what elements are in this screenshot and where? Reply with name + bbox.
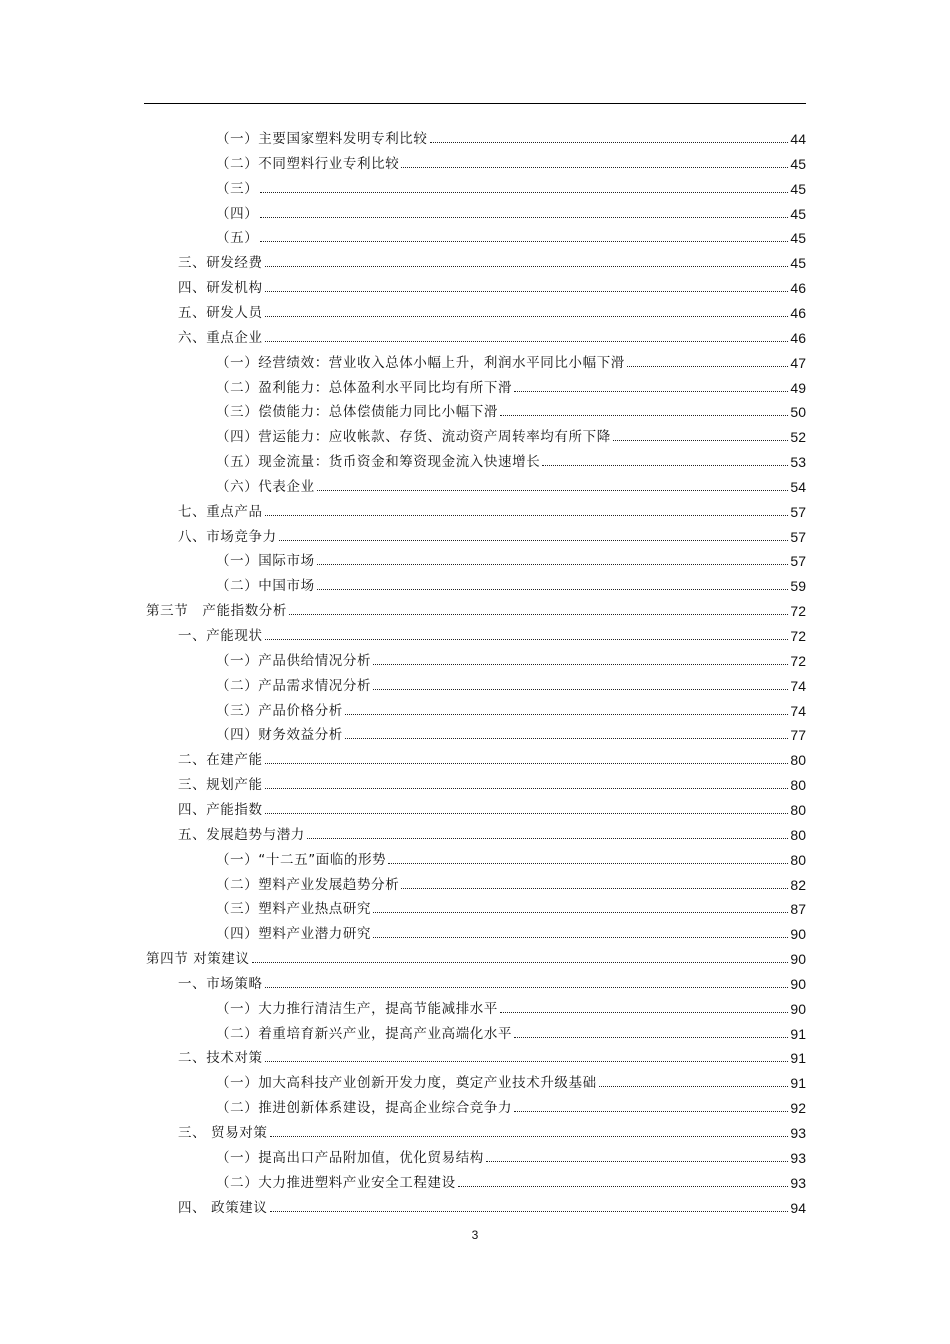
toc-entry-page: 74	[790, 702, 806, 719]
toc-entry-label: （二）中国市场	[216, 578, 315, 595]
dot-leader	[613, 440, 789, 441]
dot-leader	[265, 341, 789, 342]
toc-entry[interactable]	[216, 1068, 806, 1092]
dot-leader	[260, 217, 788, 218]
toc-entry[interactable]	[178, 1193, 806, 1217]
dot-leader	[401, 167, 788, 168]
toc-entry-label: （一）提高出口产品附加值，优化贸易结构	[216, 1149, 484, 1166]
toc-entry[interactable]	[216, 671, 806, 695]
toc-entry-page: 44	[790, 131, 806, 147]
toc-entry-page: 80	[790, 752, 806, 769]
toc-entry-label: （四）财务效益分析	[216, 727, 343, 744]
toc-entry-page: 45	[790, 230, 806, 247]
toc-entry[interactable]	[216, 174, 806, 198]
toc-entry-label: （一）“十二五”面临的形势	[216, 851, 387, 868]
dot-leader	[373, 689, 788, 690]
toc-entry[interactable]	[216, 571, 806, 595]
toc-entry[interactable]	[216, 447, 806, 471]
toc-entry-label: 三、研发经费	[178, 255, 263, 272]
toc-entry-label: 三、规划产能	[178, 777, 263, 794]
toc-entry[interactable]	[216, 124, 806, 148]
dot-leader	[542, 465, 788, 466]
toc-entry-label: （一）大力推行清洁生产，提高节能减排水平	[216, 1000, 498, 1017]
toc-entry-label: （一）产品供给情况分析	[216, 652, 372, 669]
toc-entry-page: 93	[790, 1125, 806, 1141]
toc-entry-label: 四、 政策建议	[178, 1199, 268, 1216]
toc-entry-label: （一）经营绩效：营业收入总体小幅上升，利润水平同比小幅下滑	[216, 354, 625, 371]
dot-leader	[599, 1086, 789, 1087]
toc-entry[interactable]	[178, 298, 806, 322]
toc-entry-label: （三）	[216, 180, 259, 197]
toc-entry-label: （三）偿债能力：总体偿债能力同比小幅下滑	[216, 404, 498, 421]
toc-entry-page: 80	[790, 826, 806, 843]
toc-entry-label: （四）营运能力：应收帐款、存货、流动资产周转率均有所下降	[216, 429, 611, 446]
toc-entry[interactable]	[178, 273, 806, 297]
toc-entry-page: 49	[790, 379, 806, 396]
toc-entry[interactable]	[216, 870, 806, 894]
toc-entry-page: 90	[790, 1000, 806, 1017]
toc-entry-label: 三、 贸易对策	[178, 1125, 268, 1141]
toc-entry-label: 五、发展趋势与潜力	[178, 826, 305, 843]
toc-entry[interactable]	[178, 969, 806, 993]
toc-entry-label: （二）着重培育新兴产业，提高产业高端化水平	[216, 1025, 513, 1042]
dot-leader	[265, 291, 789, 292]
toc-entry-label: 第四节 对策建议	[146, 951, 250, 968]
toc-entry[interactable]	[216, 894, 806, 918]
dot-leader	[265, 788, 789, 789]
toc-entry[interactable]	[178, 497, 806, 521]
toc-entry[interactable]	[216, 373, 806, 397]
toc-entry-label: （一）主要国家塑料发明专利比较	[216, 131, 428, 147]
dot-leader	[430, 142, 789, 143]
toc-entry-label: （二）产品需求情况分析	[216, 677, 372, 694]
dot-leader	[270, 1136, 789, 1137]
dot-leader	[265, 763, 789, 764]
dot-leader	[265, 266, 789, 267]
dot-leader	[307, 838, 789, 839]
toc-entry-page: 80	[790, 851, 806, 868]
toc-entry-page: 93	[790, 1149, 806, 1166]
dot-leader	[279, 540, 789, 541]
toc-entry-page: 45	[790, 255, 806, 272]
dot-leader	[388, 863, 788, 864]
toc-entry[interactable]	[178, 795, 806, 819]
header-rule	[144, 103, 806, 104]
toc-entry-label: （三）产品价格分析	[216, 702, 343, 719]
toc-entry-page: 57	[790, 503, 806, 520]
toc-entry-label: （六）代表企业	[216, 478, 315, 495]
toc-entry-page: 59	[790, 578, 806, 595]
dot-leader	[373, 912, 788, 913]
dot-leader	[265, 813, 789, 814]
toc-entry-label: 四、产能指数	[178, 801, 263, 818]
toc-entry[interactable]	[216, 199, 806, 223]
toc-entry-page: 92	[790, 1100, 806, 1117]
dot-leader	[265, 316, 789, 317]
toc-entry[interactable]	[216, 422, 806, 446]
toc-entry-label: 一、产能现状	[178, 628, 263, 644]
toc-entry[interactable]	[178, 770, 806, 794]
dot-leader	[265, 987, 789, 988]
dot-leader	[317, 589, 789, 590]
toc-entry[interactable]	[146, 596, 806, 620]
toc-entry[interactable]	[216, 397, 806, 421]
toc-entry[interactable]	[216, 646, 806, 670]
toc-entry-page: 45	[790, 205, 806, 222]
toc-entry-page: 46	[790, 329, 806, 346]
toc-entry[interactable]	[216, 1093, 806, 1117]
dot-leader	[486, 1161, 789, 1162]
toc-entry-label: 二、在建产能	[178, 752, 263, 769]
toc-entry[interactable]	[178, 323, 806, 347]
dot-leader	[500, 1012, 788, 1013]
toc-entry[interactable]	[216, 546, 806, 570]
toc-entry-label: （二）盈利能力：总体盈利水平同比均有所下滑	[216, 379, 513, 396]
toc-entry-label: （四）塑料产业潜力研究	[216, 926, 372, 943]
toc-entry-page: 45	[790, 155, 806, 172]
toc-entry[interactable]	[178, 1043, 806, 1067]
toc-entry-label: （二）推进创新体系建设，提高企业综合竞争力	[216, 1100, 513, 1117]
toc-entry[interactable]	[216, 994, 806, 1018]
toc-entry-label: （三）塑料产业热点研究	[216, 901, 372, 918]
dot-leader	[500, 415, 788, 416]
toc-entry-label: 五、研发人员	[178, 304, 263, 321]
toc-entry-page: 57	[790, 553, 806, 570]
dot-leader	[317, 490, 789, 491]
toc-entry-page: 80	[790, 777, 806, 794]
dot-leader	[317, 564, 789, 565]
toc-entry-page: 72	[790, 652, 806, 669]
toc-entry-label: 二、技术对策	[178, 1050, 263, 1067]
toc-entry[interactable]	[178, 522, 806, 546]
dot-leader	[458, 1186, 789, 1187]
toc-entry-page: 74	[790, 677, 806, 694]
dot-leader	[514, 1037, 788, 1038]
toc-entry-page: 82	[790, 876, 806, 893]
toc-entry-label: 六、重点企业	[178, 329, 263, 346]
toc-entry[interactable]	[216, 919, 806, 943]
toc-entry[interactable]	[216, 1143, 806, 1167]
toc-entry-page: 91	[790, 1025, 806, 1042]
dot-leader	[260, 241, 788, 242]
toc-entry-page: 46	[790, 280, 806, 297]
dot-leader	[514, 391, 788, 392]
toc-entry[interactable]	[216, 348, 806, 372]
dot-leader	[627, 366, 789, 367]
toc-entry[interactable]	[216, 149, 806, 173]
toc-entry-label: （二）塑料产业发展趋势分析	[216, 876, 400, 893]
dot-leader	[260, 192, 788, 193]
toc-entry-page: 45	[790, 180, 806, 197]
toc-entry-page: 46	[790, 304, 806, 321]
dot-leader	[265, 1061, 789, 1062]
toc-entry-page: 57	[790, 528, 806, 545]
dot-leader	[289, 614, 788, 615]
page-number: 3	[471, 1228, 479, 1242]
toc-entry-page: 77	[790, 727, 806, 744]
toc-entry-page: 90	[790, 926, 806, 943]
toc-entry[interactable]	[216, 696, 806, 720]
toc-entry[interactable]	[216, 720, 806, 744]
toc-entry-label: 一、市场策略	[178, 975, 263, 992]
toc-entry-page: 52	[790, 429, 806, 446]
dot-leader	[265, 639, 789, 640]
toc-entry-page: 47	[790, 354, 806, 371]
toc-entry-page: 90	[790, 951, 806, 968]
dot-leader	[252, 962, 789, 963]
dot-leader	[270, 1211, 789, 1212]
toc-entry-label: （五）现金流量：货币资金和筹资现金流入快速增长	[216, 454, 541, 471]
toc-entry-label: （二）大力推进塑料产业安全工程建设	[216, 1174, 456, 1191]
toc-entry-label: 八、市场竞争力	[178, 528, 277, 545]
dot-leader	[345, 714, 789, 715]
toc-entry-page: 94	[790, 1199, 806, 1216]
toc-entry-page: 72	[790, 603, 806, 620]
toc-entry-label: （四）	[216, 205, 259, 222]
toc-entry[interactable]	[178, 1118, 806, 1142]
toc-entry-page: 91	[790, 1075, 806, 1092]
toc-entry-page: 93	[790, 1174, 806, 1191]
dot-leader	[373, 664, 788, 665]
toc-entry-label: （一）国际市场	[216, 553, 315, 570]
toc-entry-page: 90	[790, 975, 806, 992]
toc-entry-page: 80	[790, 801, 806, 818]
toc-entry[interactable]	[178, 621, 806, 645]
toc-entry-page: 54	[790, 478, 806, 495]
toc-entry[interactable]	[178, 820, 806, 844]
toc-entry[interactable]	[178, 745, 806, 769]
dot-leader	[401, 888, 788, 889]
toc-entry-page: 53	[790, 454, 806, 471]
toc-entry-label: 七、重点产品	[178, 503, 263, 520]
toc-entry[interactable]	[216, 1019, 806, 1043]
dot-leader	[345, 738, 789, 739]
toc-entry[interactable]	[216, 472, 806, 496]
dot-leader	[514, 1111, 788, 1112]
toc-entry-label: 四、研发机构	[178, 280, 263, 297]
dot-leader	[373, 937, 788, 938]
toc-entry[interactable]	[216, 845, 806, 869]
dot-leader	[265, 515, 789, 516]
toc-entry-page: 91	[790, 1050, 806, 1067]
toc-entry-page: 50	[790, 404, 806, 421]
toc-entry-label: （二）不同塑料行业专利比较	[216, 155, 400, 172]
toc-entry-page: 87	[790, 901, 806, 918]
toc-entry[interactable]	[178, 248, 806, 272]
toc-entry-label: （五）	[216, 230, 259, 247]
toc-entry-label: （一）加大高科技产业创新开发力度，奠定产业技术升级基础	[216, 1075, 597, 1092]
toc-entry[interactable]	[216, 223, 806, 247]
toc-entry[interactable]	[146, 944, 806, 968]
toc-entry[interactable]	[216, 1168, 806, 1192]
toc-entry-label: 第三节 产能指数分析	[146, 603, 287, 620]
toc-entry-page: 72	[790, 628, 806, 644]
